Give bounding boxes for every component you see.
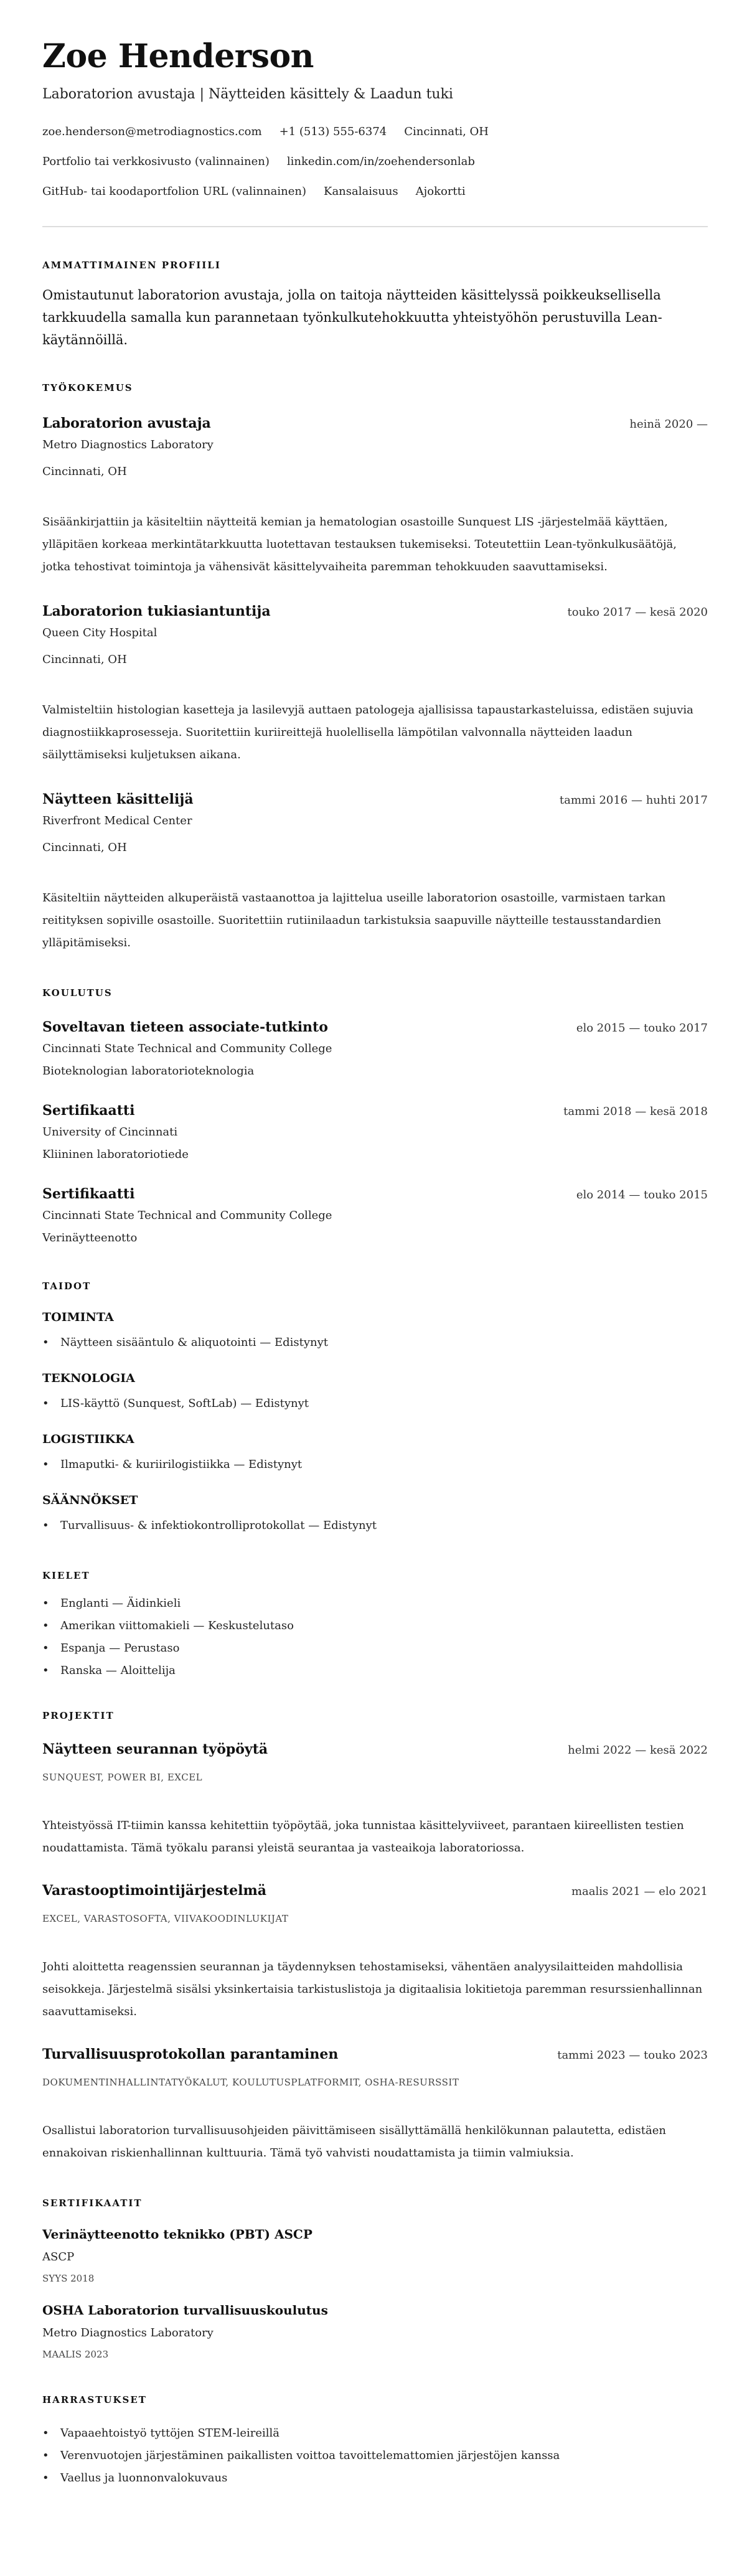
job-description: Käsiteltiin näytteiden alkuperäistä vastaanottoa ja lajittelua useille laboratorion osastoille, varmistaen tarkan reitityksen sopiville osastoille. Suoritettiin rutiinilaadun tarkistuksia saapuville näytteille testausstandardien ylläpitämiseksi. [42,891,666,949]
project-dates: helmi 2022 — kesä 2022 [568,1744,708,1757]
field-of-study: Bioteknologian laboratorioteknologia [42,1065,255,1078]
location: Cincinnati, OH [404,125,489,138]
degree: Sertifikaatti [42,1186,135,1202]
education-section [42,987,708,1248]
language-item: • Ranska — Aloittelija [42,1660,708,1682]
certifications-section [42,2197,708,2361]
project-description: Osallistui laboratorion turvallisuusohjeiden päivittämiseen sisällyttämällä henkilökunnan palautetta, edistäen ennakoivan riskienhallinnan kulttuuria. Tämä työ vahvisti noudattamista ja tiimin valmiuksia. [42,2124,666,2160]
header-divider [42,226,708,227]
job-entry [42,602,708,766]
certification-entry [42,2226,708,2285]
job-dates: touko 2017 — kesä 2020 [567,606,708,619]
education-dates: tammi 2018 — kesä 2018 [563,1105,708,1118]
candidate-name: Zoe Henderson [42,37,314,75]
certification-entry [42,2301,708,2361]
certification-issuer: ASCP [42,2250,75,2263]
language-item: • Englanti — Äidinkieli [42,1592,708,1615]
school: Cincinnati State Technical and Community College [42,1042,332,1055]
project-description: Johti aloittetta reagenssien seurannan ja täydennyksen tehostamiseksi, vähentäen analyysilaitteiden mahdollisia seisokkeja. Järjestelmä sisälsi yksinkertaisia tarkistuslistoja ja digitaalisia lokitietoja paremman resurssienhallinnan saavuttamiseksi. [42,1960,703,2018]
project-title: Näytteen seurannan työpöytä [42,1741,268,1757]
project-title: Turvallisuusprotokollan parantaminen [42,2046,339,2062]
languages-section [42,1569,708,1682]
section-heading: HARRASTUKSET [42,2394,147,2405]
section-heading: TAIDOT [42,1281,92,1292]
job-entry [42,414,708,578]
field-of-study: Verinäytteenotto [42,1231,138,1244]
project-dates: maalis 2021 — elo 2021 [571,1885,708,1898]
degree: Sertifikaatti [42,1102,135,1119]
skill-category: TEKNOLOGIA [42,1371,135,1385]
school: University of Cincinnati [42,1126,178,1139]
project-tech: EXCEL, VARASTOSOFTA, VIIVAKOODINLUKIJAT [42,1913,289,1924]
job-title: Laboratorion tukiasiantuntija [42,603,271,619]
job-company: Metro Diagnostics Laboratory [42,438,214,451]
project-title: Varastooptimointijärjestelmä [42,1883,266,1899]
hobbies-section [42,2394,708,2489]
education-dates: elo 2015 — touko 2017 [576,1022,708,1035]
education-entry [42,1018,708,1081]
email-link[interactable]: zoe.henderson@metrodiagnostics.com [42,125,262,138]
skill-category: LOGISTIIKKA [42,1432,134,1446]
job-dates: heinä 2020 — [629,418,708,431]
project-entry [42,2045,708,2165]
job-entry [42,790,708,954]
skill-item: • LIS-käyttö (Sunquest, SoftLab) — Edistynyt [42,1393,708,1415]
contact-info [42,117,708,207]
section-heading: AMMATTIMAINEN PROFIILI [42,260,221,271]
contact-row [42,177,708,207]
profile-section [42,259,708,351]
education-entry [42,1101,708,1164]
section-heading: SERTIFIKAATIT [42,2198,143,2209]
skill-item: • Ilmaputki- & kuriirilogistiikka — Edistynyt [42,1454,708,1476]
skill-category: TOIMINTA [42,1310,114,1324]
hobby-item: • Vapaaehtoistyö tyttöjen STEM-leireillä [42,2422,708,2445]
hobby-item: • Vaellus ja luonnonvalokuvaus [42,2467,708,2489]
phone: +1 (513) 555-6374 [279,125,387,138]
linkedin-link[interactable]: linkedin.com/in/zoehendersonlab [286,155,475,168]
citizenship: Kansalaisuus [324,185,398,198]
skills-section [42,1280,708,1537]
project-dates: tammi 2023 — touko 2023 [557,2049,708,2062]
certification-title: Verinäytteenotto teknikko (PBT) ASCP [42,2227,312,2242]
education-entry [42,1185,708,1248]
skill-item: • Näytteen sisääntulo & aliquotointi — Edistynyt [42,1332,708,1354]
section-heading: TYÖKOKEMUS [42,382,133,393]
section-heading: KIELET [42,1570,90,1581]
job-location: Cincinnati, OH [42,841,127,854]
job-description: Valmisteltiin histologian kasetteja ja lasilevyjä auttaen patologeja ajallisissa tapaustarkasteluissa, edistäen sujuvia diagnostiikkaprosesseja. Suoritettiin kuriireittejä huolellisella lämpötilan valvonnalla näytteiden laadun säilyttämiseksi kuljetuksen aikana. [42,703,693,761]
certification-date: SYYS 2018 [42,2273,95,2284]
job-location: Cincinnati, OH [42,653,127,666]
portfolio-link[interactable]: Portfolio tai verkkosivusto (valinnainen) [42,155,270,168]
job-dates: tammi 2016 — huhti 2017 [559,794,708,807]
job-location: Cincinnati, OH [42,465,127,478]
certification-title: OSHA Laboratorion turvallisuuskoulutus [42,2303,328,2318]
resume-header [42,38,708,207]
profile-text: Omistautunut laboratorion avustaja, jolla on taitoja näytteiden käsittelyssä poikkeuksellisella tarkkuudella samalla kun parannetaan työnkulkutehokkuutta yhteistyöhön perustuvilla Lean-käytännöillä. [42,288,662,347]
school: Cincinnati State Technical and Community College [42,1209,332,1222]
section-heading: KOULUTUS [42,987,113,999]
contact-row [42,147,708,177]
job-title: Näytteen käsittelijä [42,791,194,807]
skill-item: • Turvallisuus- & infektiokontrolliprotokollat — Edistynyt [42,1515,708,1537]
skill-category: SÄÄNNÖKSET [42,1493,138,1507]
job-description: Sisäänkirjattiin ja käsiteltiin näytteitä kemian ja hematologian osastoille Sunquest LIS -järjestelmää käyttäen, ylläpitäen korkeaa merkintätarkkuutta luotettavan testauksen tukemiseksi. Toteutettiin Lean-työnkulkusäätöjä, jotka tehostivat toimintoja ja vähensivät käsittelyvaiheita paremman tehokkuuden saavuttamiseksi. [42,515,677,573]
github-link[interactable]: GitHub- tai koodaportfolion URL (valinnainen) [42,185,306,198]
language-item: • Amerikan viittomakieli — Keskustelutaso [42,1615,708,1637]
project-entry [42,1740,708,1859]
project-entry [42,1881,708,2023]
project-tech: SUNQUEST, POWER BI, EXCEL [42,1772,203,1783]
field-of-study: Kliininen laboratoriotiede [42,1148,189,1161]
project-description: Yhteistyössä IT-tiimin kanssa kehitettiin työpöytää, joka tunnistaa käsittelyviiveet, parantaen kiireellisten testien noudattamista. Tämä työkalu paransi yleistä seurantaa ja vasteaikoja laboratoriossa. [42,1819,684,1854]
job-company: Queen City Hospital [42,626,157,639]
projects-section [42,1709,708,2165]
language-item: • Espanja — Perustaso [42,1637,708,1660]
experience-section [42,382,708,954]
project-tech: DOKUMENTINHALLINTATYÖKALUT, KOULUTUSPLATFORMIT, OSHA-RESURSSIT [42,2077,459,2088]
headline: Laboratorion avustaja | Näytteiden käsittely & Laadun tuki [42,87,453,102]
degree: Soveltavan tieteen associate-tutkinto [42,1019,328,1035]
certification-issuer: Metro Diagnostics Laboratory [42,2326,214,2339]
job-company: Riverfront Medical Center [42,814,192,827]
contact-row [42,117,708,147]
education-dates: elo 2014 — touko 2015 [576,1188,708,1201]
drivers-license: Ajokortti [415,185,466,198]
job-title: Laboratorion avustaja [42,415,211,431]
section-heading: PROJEKTIT [42,1710,115,1721]
hobby-item: • Verenvuotojen järjestäminen paikallisten voittoa tavoittelemattomien järjestöjen kanssa [42,2445,708,2467]
certification-date: MAALIS 2023 [42,2349,109,2360]
